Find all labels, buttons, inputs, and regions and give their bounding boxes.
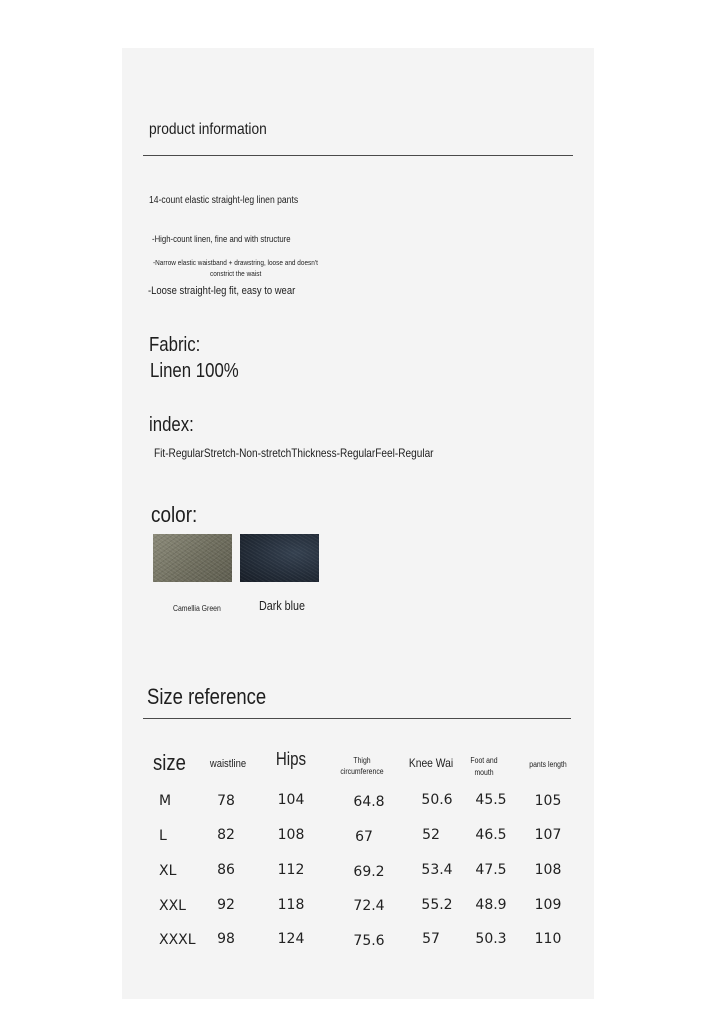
table-cell-thigh: 64.8 xyxy=(353,794,385,810)
table-cell-hips: 108 xyxy=(277,827,305,843)
pants-length-column-header: pants length xyxy=(529,760,567,769)
product-name: 14-count elastic straight-leg linen pants xyxy=(149,195,299,206)
feature-line: constrict the waist xyxy=(210,269,262,278)
table-cell-size: L xyxy=(159,828,167,844)
table-cell-thigh: 69.2 xyxy=(353,864,385,880)
table-cell-size: XXXL xyxy=(159,932,196,948)
table-cell-waist: 86 xyxy=(217,862,235,878)
table-cell-waist: 78 xyxy=(217,793,235,809)
table-cell-size: M xyxy=(159,793,172,809)
fabric-heading: Fabric: xyxy=(149,334,201,356)
product-info-heading: product information xyxy=(149,121,267,138)
table-cell-waist: 92 xyxy=(217,897,235,913)
color-label-camellia-green: Camellia Green xyxy=(173,604,221,613)
size-reference-heading: Size reference xyxy=(147,684,267,709)
feature-line: -High-count linen, fine and with structure xyxy=(152,234,291,244)
size-column-header: size xyxy=(153,750,186,775)
table-cell-foot: 46.5 xyxy=(475,827,507,843)
table-cell-length: 108 xyxy=(534,862,562,878)
table-cell-knee: 53.4 xyxy=(421,862,453,878)
table-cell-thigh: 72.4 xyxy=(353,898,385,914)
table-cell-thigh: 75.6 xyxy=(353,933,385,949)
table-cell-foot: 45.5 xyxy=(475,792,507,808)
feature-line: -Loose straight-leg fit, easy to wear xyxy=(148,285,296,297)
table-cell-hips: 104 xyxy=(277,792,305,808)
index-heading: index: xyxy=(149,414,194,436)
table-cell-foot: 50.3 xyxy=(475,931,507,947)
foot-column-header-line2: mouth xyxy=(474,768,494,777)
table-cell-hips: 124 xyxy=(277,931,305,947)
color-label-dark-blue: Dark blue xyxy=(259,599,306,613)
table-cell-size: XL xyxy=(159,863,177,879)
waistline-column-header: waistline xyxy=(209,758,247,770)
foot-column-header: Foot and xyxy=(470,756,498,765)
table-cell-knee: 52 xyxy=(422,827,440,843)
table-cell-thigh: 67 xyxy=(355,829,373,845)
table-cell-knee: 55.2 xyxy=(421,897,453,913)
color-heading: color: xyxy=(151,502,198,527)
table-cell-length: 109 xyxy=(534,897,562,913)
hips-column-header: Hips xyxy=(275,749,307,769)
section-divider xyxy=(143,155,573,156)
table-cell-size: XXL xyxy=(159,898,186,914)
table-cell-foot: 47.5 xyxy=(475,862,507,878)
table-cell-hips: 112 xyxy=(277,862,305,878)
color-swatch-dark-blue[interactable] xyxy=(240,534,319,582)
feature-line: -Narrow elastic waistband + drawstring, loose and doesn't xyxy=(153,258,318,267)
fabric-value: Linen 100% xyxy=(150,360,239,382)
color-swatch-camellia-green[interactable] xyxy=(153,534,232,582)
table-cell-knee: 57 xyxy=(422,931,440,947)
table-cell-hips: 118 xyxy=(277,897,305,913)
table-cell-length: 107 xyxy=(534,827,562,843)
table-cell-foot: 48.9 xyxy=(475,897,507,913)
table-cell-waist: 82 xyxy=(217,827,235,843)
table-cell-length: 110 xyxy=(534,931,562,947)
thigh-column-header: Thigh xyxy=(353,756,371,765)
table-cell-waist: 98 xyxy=(217,931,235,947)
thigh-column-header-line2: circumference xyxy=(340,767,384,776)
knee-column-header: Knee Wai xyxy=(408,756,454,770)
table-cell-knee: 50.6 xyxy=(421,792,453,808)
table-cell-length: 105 xyxy=(534,793,562,809)
section-divider xyxy=(143,718,571,719)
index-value: Fit-RegularStretch-Non-stretchThickness-RegularFeel-Regular xyxy=(154,446,434,460)
